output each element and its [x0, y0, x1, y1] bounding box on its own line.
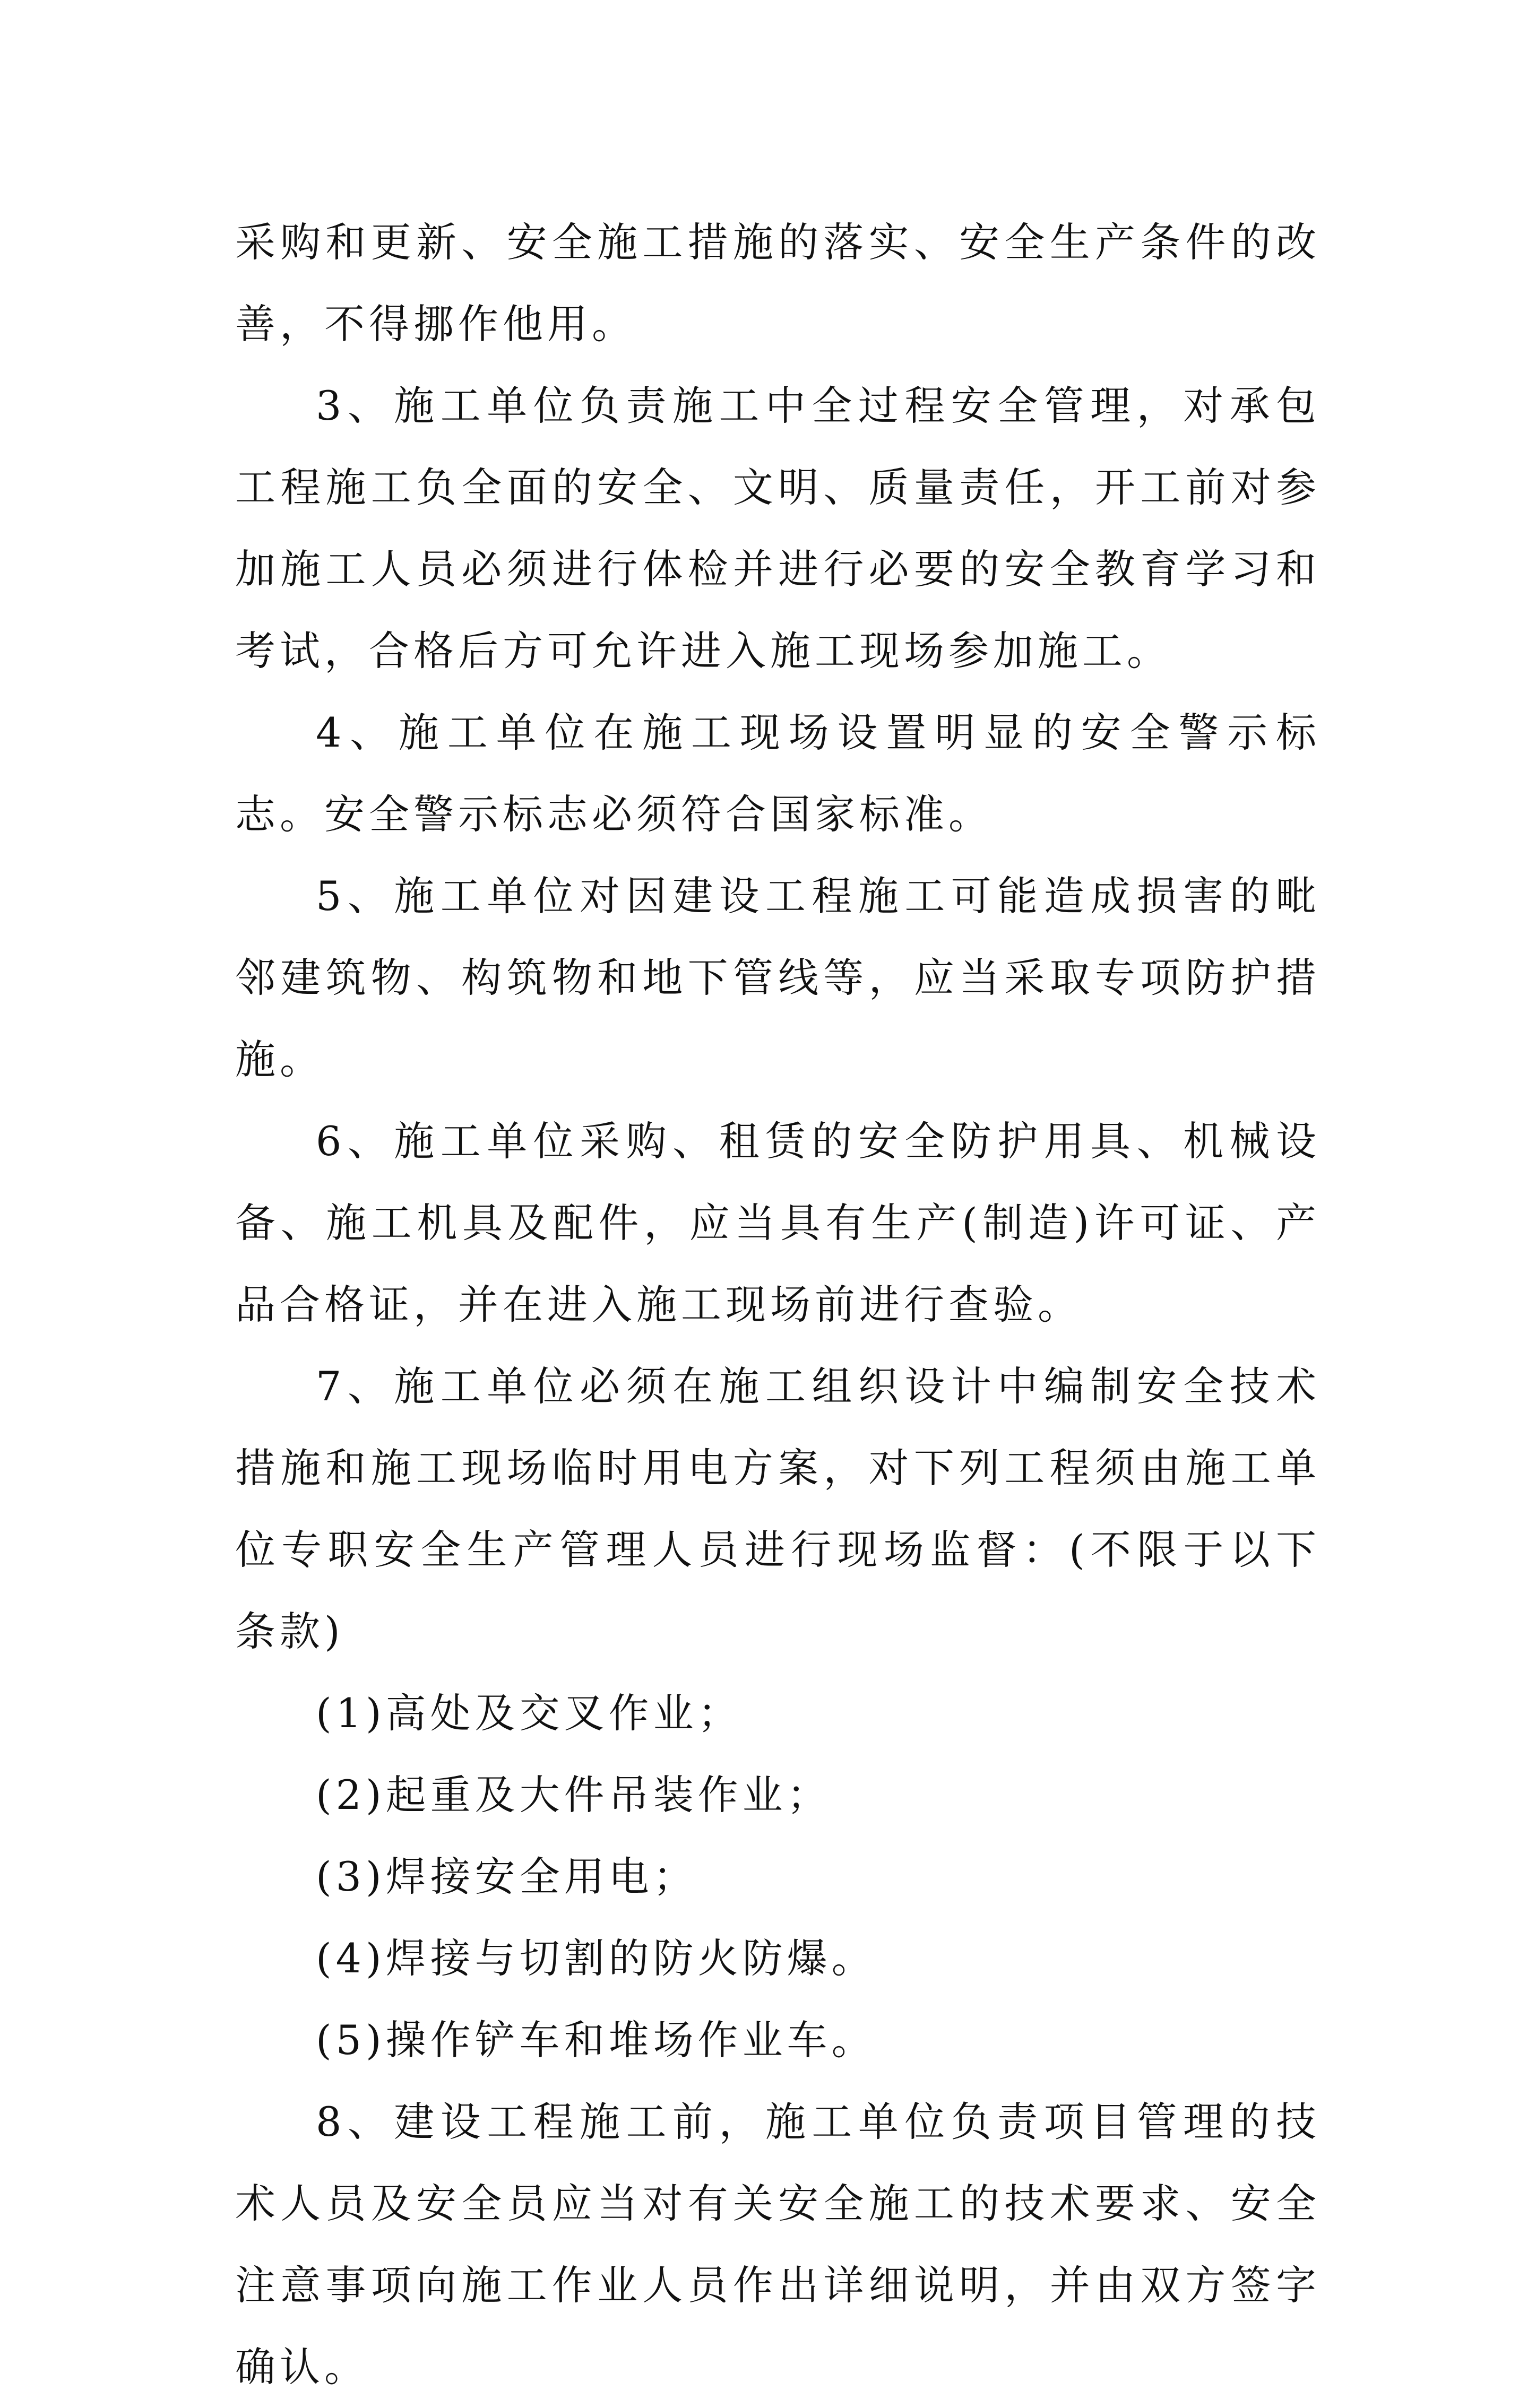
paragraph-continuation: 采购和更新、安全施工措施的落实、安全生产条件的改善，不得挪作他用。 [235, 219, 1321, 348]
sub-item-1: (1)高处及交叉作业； [316, 1690, 743, 1737]
paragraph-item-4: 4、施工单位在施工现场设置明显的安全警示标志。安全警示标志必须符合国家标准。 [235, 709, 1321, 838]
paragraph-item-6: 6、施工单位采购、租赁的安全防护用具、机械设备、施工机具及配件，应当具有生产(制造)许可证、产品合格证，并在进入施工现场前进行查验。 [235, 1118, 1321, 1328]
sub-item-5: (5)操作铲车和堆场作业车。 [316, 2016, 876, 2064]
sub-item-3: (3)焊接安全用电； [316, 1853, 698, 1900]
paragraph-item-8: 8、建设工程施工前，施工单位负责项目管理的技术人员及安全员应当对有关安全施工的技术要求、安全注意事项向施工作业人员作出详细说明，并由双方签字确认。 [235, 2098, 1321, 2390]
paragraph-item-5: 5、施工单位对因建设工程施工可能造成损害的毗邻建筑物、构筑物和地下管线等，应当采取专项防护措施。 [235, 872, 1321, 1083]
sub-item-2: (2)起重及大件吊装作业； [316, 1771, 832, 1818]
sub-item-4: (4)焊接与切割的防火防爆。 [316, 1935, 876, 1982]
paragraph-item-3: 3、施工单位负责施工中全过程安全管理，对承包工程施工负全面的安全、文明、质量责任，开工前对参加施工人员必须进行体检并进行必要的安全教育学习和考试，合格后方可允许进入施工现场参加施工。 [235, 382, 1321, 674]
paragraph-item-7: 7、施工单位必须在施工组织设计中编制安全技术措施和施工现场临时用电方案，对下列工程须由施工单位专职安全生产管理人员进行现场监督：(不限于以下条款) [235, 1363, 1321, 1655]
document-body [235, 202, 1321, 2408]
